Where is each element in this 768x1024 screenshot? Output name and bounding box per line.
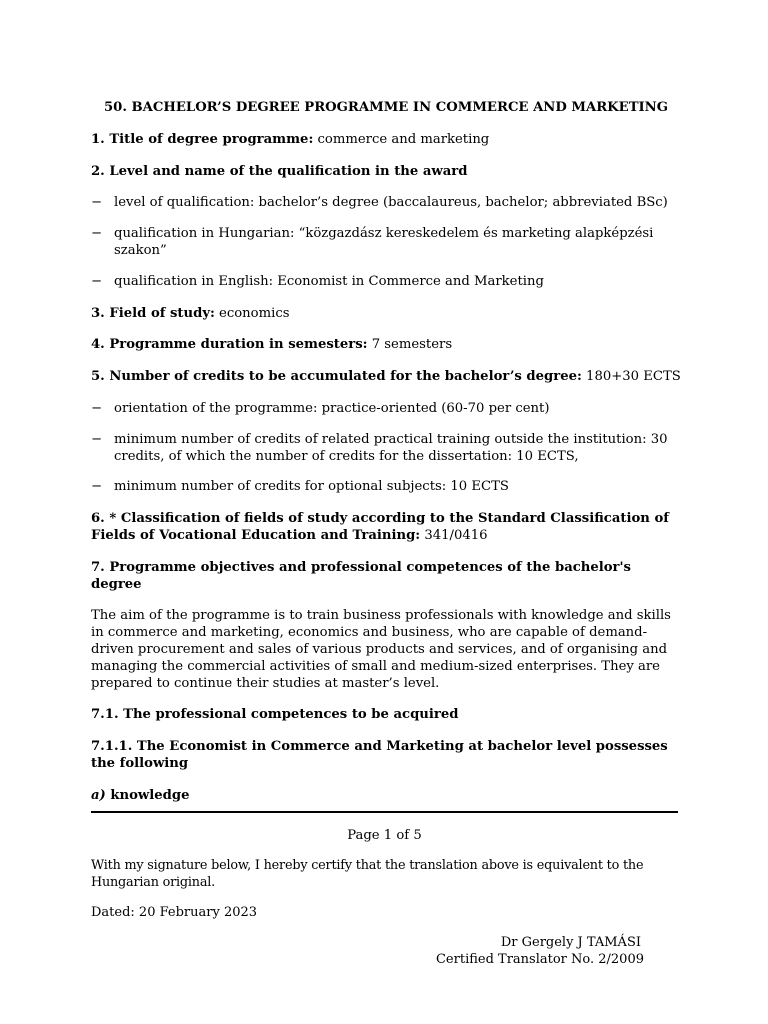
dash-marker: − [91,400,103,416]
section-7-1-label: 7.1. The professional competences to be acquired [91,707,459,723]
section-a-letter: a) [91,787,106,803]
footer-divider [91,811,678,813]
section-5-value: 180+30 ECTS [581,369,681,385]
section-1 [91,132,681,149]
page-number: Page 1 of 5 [347,828,422,843]
dash-marker: − [91,273,103,289]
section-a-label: knowledge [105,787,190,803]
date-line: Dated: 20 February 2023 [91,905,258,920]
section-5-item: − minimum number of credits of related practical training outside the institution: 30 credits, of which the number of credits for the dissertation: 10 ECTS, [91,431,668,464]
section-7-label: 7. Programme objectives and professional competences of the bachelor's degree [91,559,631,592]
section-2-label: 2. Level and name of the qualification in the award [91,163,468,179]
section-5 [91,369,681,386]
signer-name: Dr Gergely J TAMÁSI [500,935,641,950]
document-heading: 50. BACHELOR’S DEGREE PROGRAMME IN COMMERCE AND MARKETING [104,100,668,115]
section-4-value: 7 semesters [367,337,453,353]
section-2-item: − qualification in English: Economist in Commerce and Marketing [91,273,544,289]
signer-title: Certified Translator No. 2/2009 [435,952,644,967]
section-2-item: − level of qualification: bachelor’s degree (baccalaureus, bachelor; abbreviated BSc) [91,195,668,211]
section-6-value: 341/0416 [420,527,488,543]
section-7-1-1-label: 7.1.1. The Economist in Commerce and Marketing at bachelor level possesses the following [91,739,668,771]
dash-marker: − [91,479,103,495]
section-3 [91,306,681,323]
section-1-label: 1. Title of degree programme: [91,131,314,147]
dash-marker: − [91,226,103,242]
section-7-body: The aim of the programme is to train business professionals with knowledge and skills in commerce and marketing, economics and business, who are capable of demand-driven procurement and sales of various products and services, and of organising and managing the commercial activities of small and medium-sized enterprises. They are prepared to continue their studies at master’s level. [91,608,671,691]
dash-marker: − [91,431,103,447]
section-4-label: 4. Programme duration in semesters: [91,337,368,353]
section-3-value: economics [214,305,290,321]
section-6-label: 6. * Classification of fields of study according to the Standard Classification of Fields of Vocational Education and Training: [91,511,669,543]
section-3-label: 3. Field of study: [91,305,215,321]
section-5-label: 5. Number of credits to be accumulated for the bachelor’s degree: [91,369,582,385]
section-a [91,788,681,805]
section-5-item: − orientation of the programme: practice-oriented (60-70 per cent) [91,400,550,416]
section-5-item: − minimum number of credits for optional subjects: 10 ECTS [91,479,509,495]
section-6 [91,511,681,545]
section-4 [91,337,681,354]
section-1-value: commerce and marketing [313,131,490,147]
certification-statement: With my signature below, I hereby certify that the translation above is equivalent to the Hungarian original. [91,858,644,890]
dash-marker: − [91,195,103,211]
section-2-item: − qualification in Hungarian: “közgazdász kereskedelem és marketing alapképzési szakon” [91,226,654,258]
document-body [91,100,681,805]
